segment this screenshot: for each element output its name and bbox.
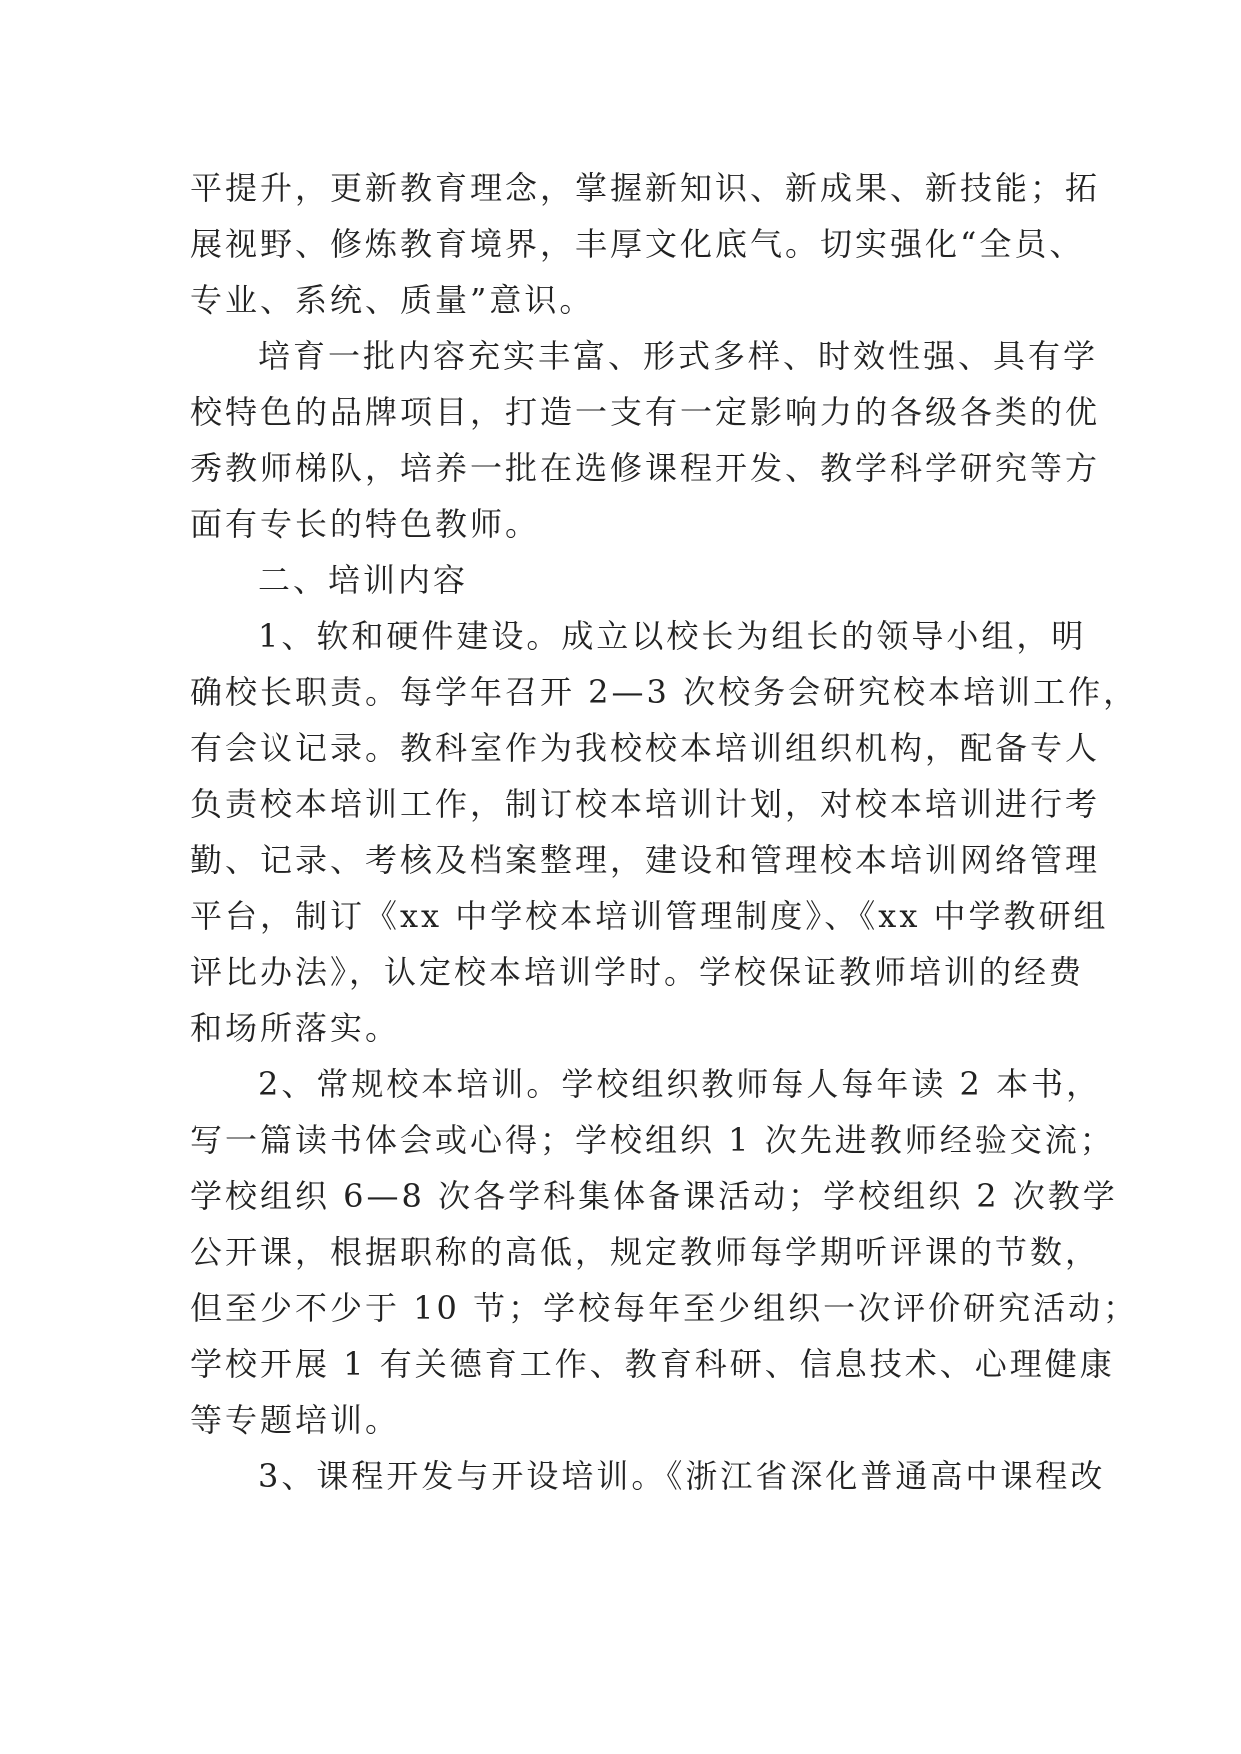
text-line-12: 负责校本培训工作，制订校本培训计划，对校本培训进行考 xyxy=(190,785,1101,823)
text-line-9: 1、软和硬件建设。成立以校长为组长的领导小组，明 xyxy=(258,617,1087,655)
document-body xyxy=(190,160,1139,1504)
text-line-1: 平提升，更新教育理念，掌握新知识、新成果、新技能；拓 xyxy=(190,169,1101,207)
text-line-4: 培育一批内容充实丰富、形式多样、时效性强、具有学 xyxy=(258,337,1099,375)
text-line-3: 专业、系统、质量”意识。 xyxy=(190,281,595,319)
text-line-2: 展视野、修炼教育境界，丰厚文化底气。切实强化“全员、 xyxy=(190,225,1085,263)
text-line-24: 3、课程开发与开设培训。《浙江省深化普通高中课程改 xyxy=(258,1457,1106,1495)
text-line-14: 平台，制订《xx 中学校本培训管理制度》、《xx 中学教研组 xyxy=(190,897,1109,935)
text-line-15: 评比办法》，认定校本培训学时。学校保证教师培训的经费 xyxy=(190,953,1085,991)
text-line-6: 秀教师梯队，培养一批在选修课程开发、教学科学研究等方 xyxy=(190,449,1101,487)
text-line-10: 确校长职责。每学年召开 2—3 次校务会研究校本培训工作， xyxy=(190,673,1139,711)
text-line-20: 公开课，根据职称的高低，规定教师每学期听评课的节数， xyxy=(190,1233,1101,1271)
text-line-22: 学校开展 1 有关德育工作、教育科研、信息技术、心理健康 xyxy=(190,1345,1115,1383)
text-line-7: 面有专长的特色教师。 xyxy=(190,505,541,543)
text-line-13: 勤、记录、考核及档案整理，建设和管理校本培训网络管理 xyxy=(190,841,1101,879)
text-line-16: 和场所落实。 xyxy=(190,1009,401,1047)
text-line-17: 2、常规校本培训。学校组织教师每人每年读 2 本书， xyxy=(258,1065,1102,1103)
text-line-11: 有会议记录。教科室作为我校校本培训组织机构，配备专人 xyxy=(190,729,1101,767)
text-line-5: 校特色的品牌项目，打造一支有一定影响力的各级各类的优 xyxy=(190,393,1101,431)
text-line-21: 但至少不少于 10 节；学校每年至少组织一次评价研究活动； xyxy=(190,1289,1139,1327)
text-line-23: 等专题培训。 xyxy=(190,1401,401,1439)
text-line-19: 学校组织 6—8 次各学科集体备课活动；学校组织 2 次教学 xyxy=(190,1177,1118,1215)
section-heading: 二、培训内容 xyxy=(258,561,469,599)
text-line-18: 写一篇读书体会或心得；学校组织 1 次先进教师经验交流； xyxy=(190,1121,1115,1159)
